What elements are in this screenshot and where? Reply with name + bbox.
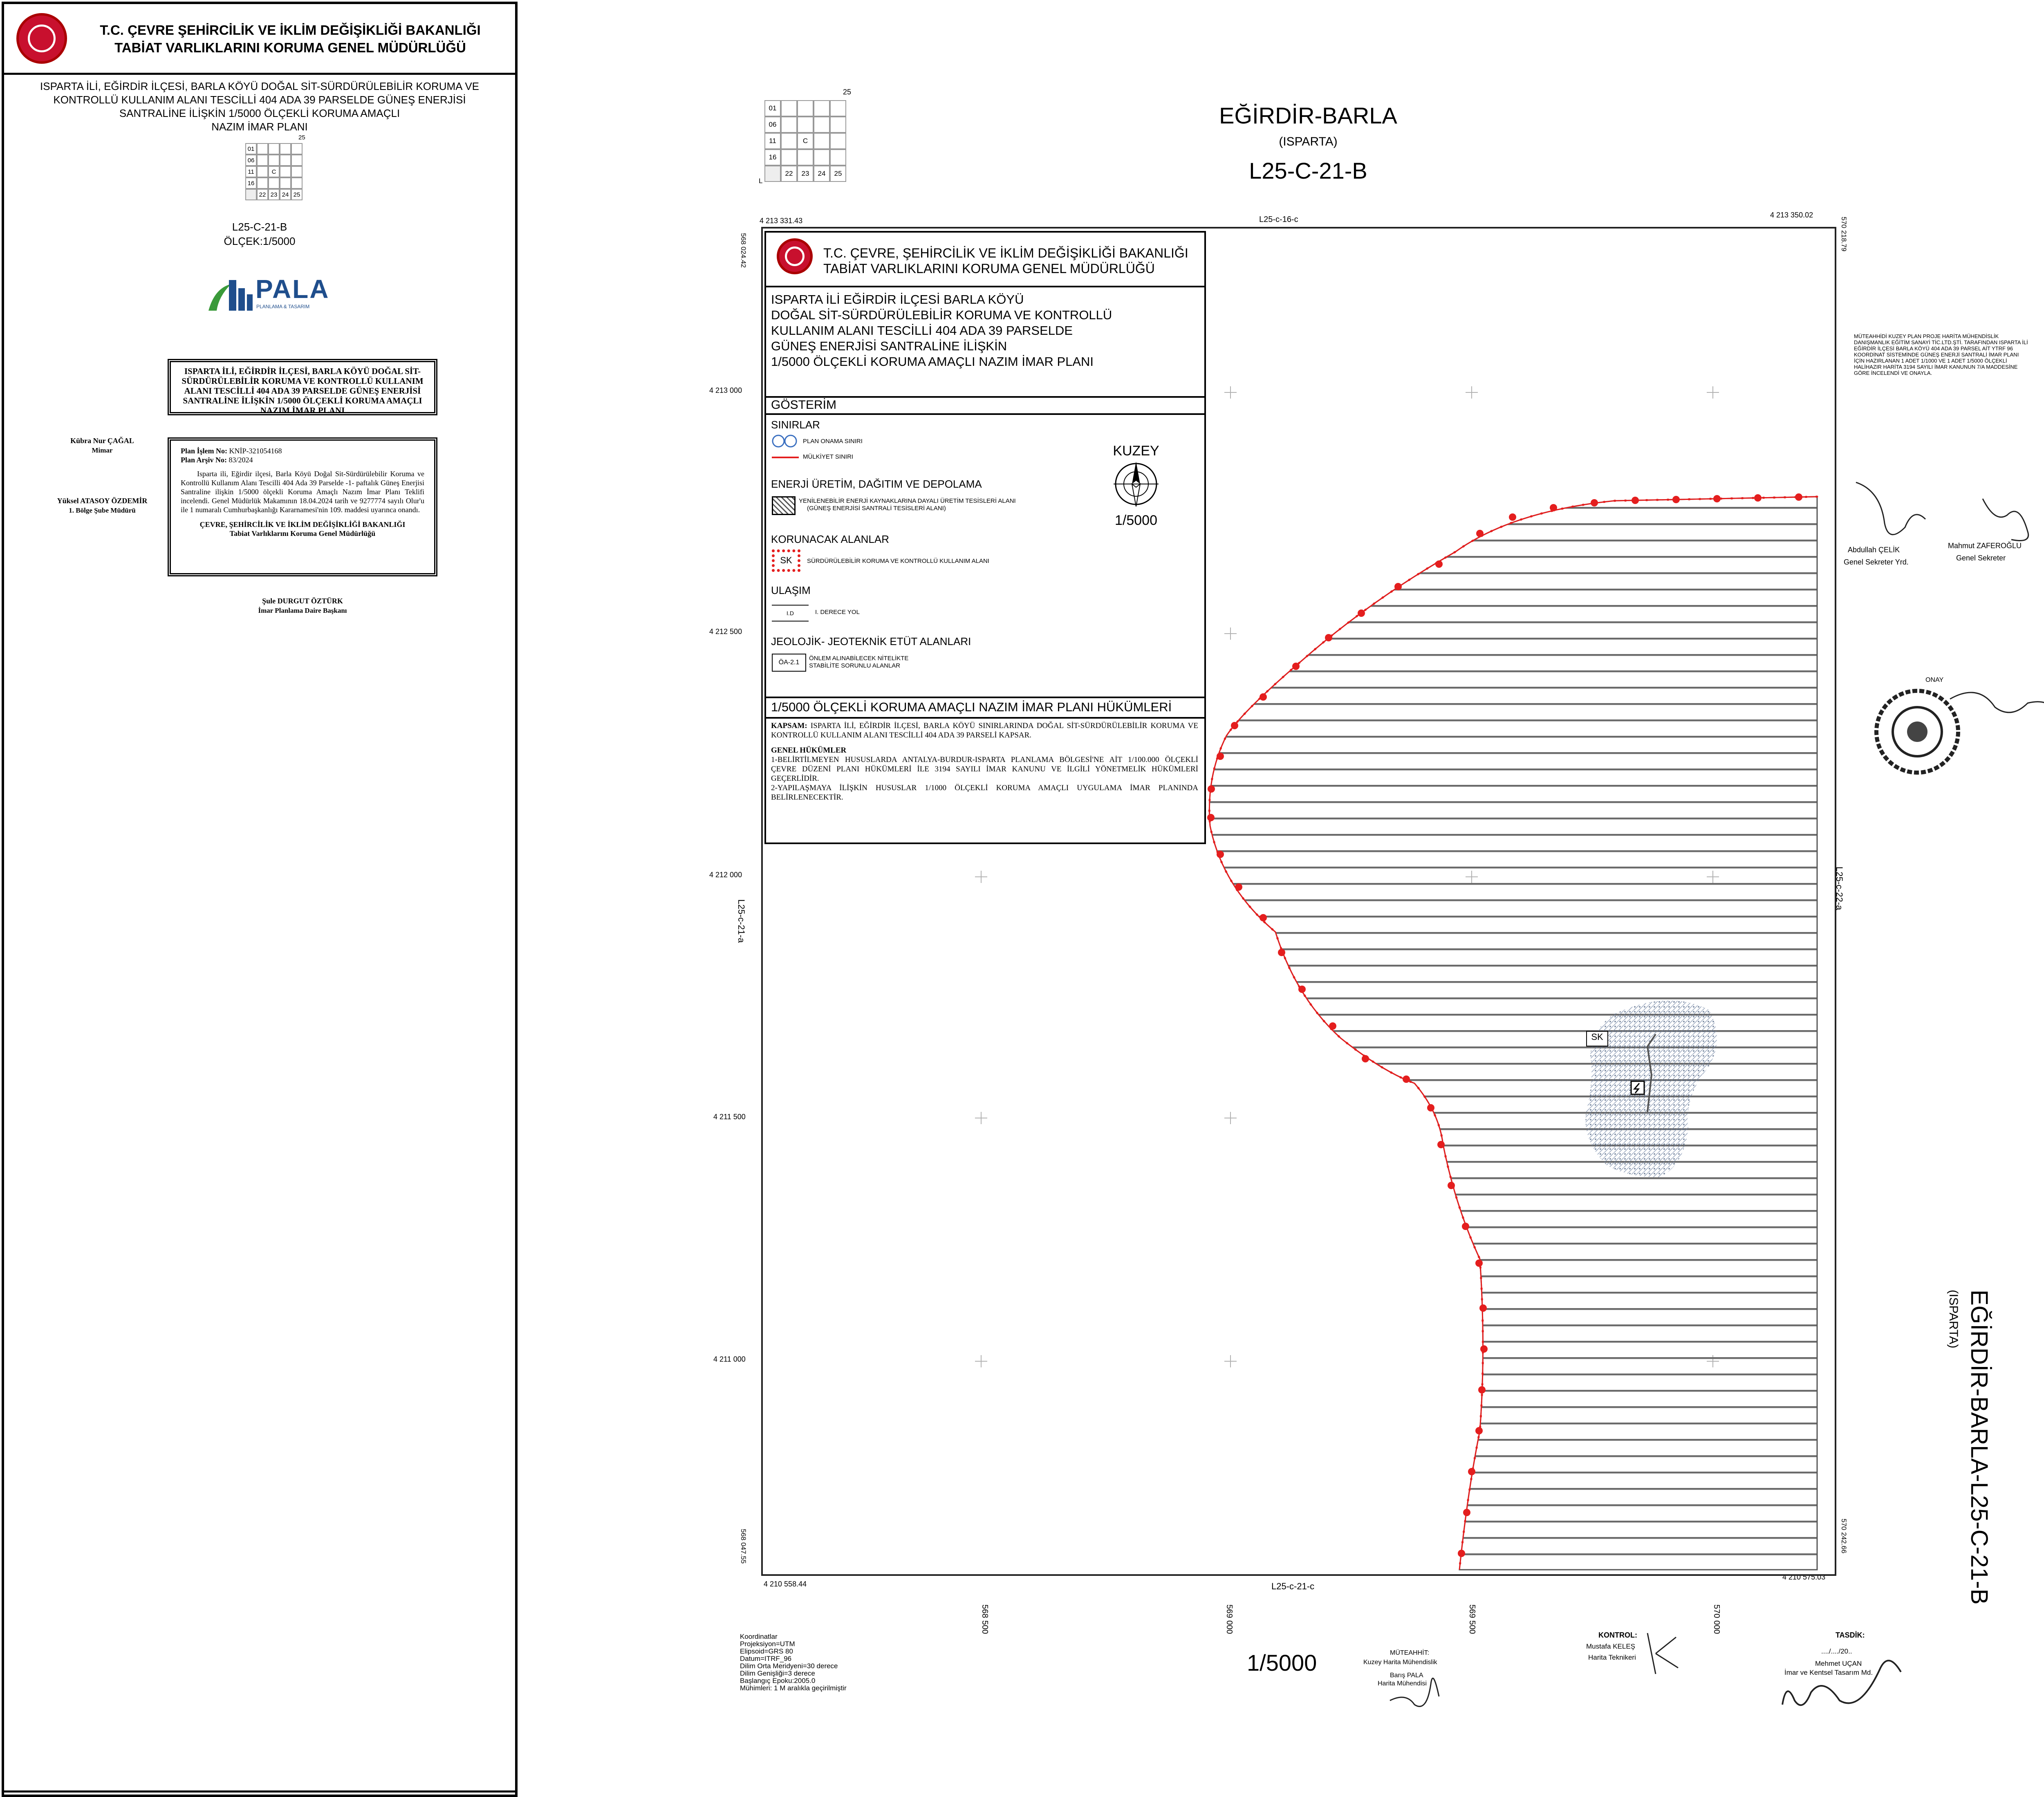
sk-item-label: SÜRDÜRÜLEBİLİR KORUMA VE KONTROLLÜ KULLANIM ALANI [807, 558, 989, 565]
top-sheet-label: L25-c-16-c [1259, 215, 1298, 224]
legend-ministry-1: T.C. ÇEVRE, ŞEHİRCİLİK VE İKLİM DEĞİŞİKLİĞİ BAKANLIĞI [823, 246, 1188, 260]
grid-cross-icon [975, 871, 987, 883]
legend-plan-title-line: DOĞAL SİT-SÜRDÜRÜLEBİLİR KORUMA VE KONTROLLÜ [771, 308, 1112, 322]
north-arrow-icon [1112, 459, 1161, 509]
left-boxed-title: ISPARTA İLİ, EĞİRDİR İLÇESİ, BARLA KÖYÜ DOĞAL SİT-SÜRDÜRÜLEBİLİR KORUMA VE KONTROLLÜ KULLANIM ALANI TESCİLLİ 404 ADA 39 PARSELDE GÜNEŞ ENERJİSİ SANTRALİNE İLİŞKİN 1/5000 ÖLÇEKLİ KORUMA AMAÇLI NAZIM İMAR PLANI [168, 359, 437, 415]
left-sheet-label: L25-c-21-a [736, 899, 746, 943]
onay-label: ONAY [1925, 677, 1944, 683]
property-boundary-symbol-icon [772, 457, 799, 458]
right-note: MÜTEAHHİDİ KUZEY PLAN PROJE HARİTA MÜHENDİSLİK DANIŞMANLIK EĞİTİM SANAYİ TİC.LTD.ŞTİ. TARAFINDAN ISPARTA İLİ EĞİRDİR İLÇESİ BARLA KÖYÜ 404 ADA 39 PARSEL AİT YTRF 96 KOORDİNAT SİSTEMİNDE GÜNEŞ ENERJİ SANTRALİ İMAR PLANI İÇİN HAZIRLANAN 1 ADET 1/1000 VE 1 ADET 1/5000 ÖLÇEKLİ HALİHAZIR HARİTA 3194 SAYILI İMAR KANUNUN 7/A MADDESİNE GÖRE İNCELENDİ VE ONAYLA. [1854, 333, 2028, 376]
northing-label: 4 213 000 [709, 386, 742, 394]
grid-row-label: 06 [245, 155, 257, 166]
road-item-label: I. DERECE YOL [815, 609, 860, 616]
legend-plan-title-line: 1/5000 ÖLÇEKLİ KORUMA AMAÇLI NAZIM İMAR PLANI [771, 354, 1094, 369]
right-sheet-label: L25-c-22-a [1834, 867, 1845, 910]
easting-label: 568 500 [980, 1604, 989, 1634]
muteahhit-name: Kuzey Harita Mühendislik [1363, 1659, 1437, 1666]
coord-line: Datum=ITRF_96 [740, 1655, 792, 1663]
grid-cross-icon [1224, 627, 1237, 640]
kapsam-row [771, 721, 1198, 740]
grid-row-label: 16 [245, 177, 257, 189]
left-plan-title-line: SANTRALİNE İLİŞKİN 1/5000 ÖLÇEKLİ KORUMA AMAÇLI [119, 107, 400, 119]
sk-symbol-icon: SK [772, 549, 800, 572]
map-sheet-code: L25-C-21-B [1249, 158, 1367, 184]
grid-col-label: 24 [280, 189, 291, 200]
kontrol-name: Mustafa KELEŞ [1586, 1642, 1636, 1650]
coord-line: Başlangıç Epoku:2005.0 [740, 1677, 816, 1685]
solar-area-symbol-icon [772, 496, 796, 515]
solar-symbol-icon [1631, 1081, 1644, 1094]
side-title: EĞİRDİR-BARLA-L25-C-21-B [1966, 1290, 1992, 1605]
oa-item-1: ÖNLEM ALINABİLECEK NİTELİKTE [809, 655, 909, 662]
grid-col-label: 22 [257, 189, 268, 200]
grid-top-label: 25 [843, 88, 852, 96]
left-plan-title-line: ISPARTA İLİ, EĞİRDİR İLÇESİ, BARLA KÖYÜ DOĞAL SİT-SÜRDÜRÜLEBİLİR KORUMA VE [40, 80, 479, 92]
dept-head-title: İmar Planlama Daire Başkanı [258, 607, 347, 614]
easting-label: 569 000 [1225, 1604, 1234, 1634]
signature-strokes-4 [1778, 1643, 1913, 1717]
korunacak-heading: KORUNACAK ALANLAR [771, 533, 889, 545]
coord-line: Mühimleri: 1 M aralıkla geçirilmiştir [740, 1684, 847, 1692]
map-title: EĞİRDİR-BARLA [1219, 103, 1397, 128]
coord-line: Koordinatlar [740, 1633, 778, 1640]
enerji-heading: ENERJİ ÜRETİM, DAĞITIM VE DEPOLAMA [771, 478, 982, 490]
dept-head-name: Şule DURGUT ÖZTÜRK [262, 597, 343, 605]
grid-row-label: 01 [764, 100, 781, 117]
northing-label: 4 211 500 [713, 1113, 746, 1121]
kapsam-label: KAPSAM: [771, 721, 807, 730]
legend-ministry-2: TABİAT VARLIKLARINI KORUMA GENEL MÜDÜRLÜĞÜ [823, 261, 1155, 276]
easting-label: 570 000 [1712, 1604, 1721, 1634]
jeoloji-heading: JEOLOJİK- JEOTEKNİK ETÜT ALANLARI [771, 635, 971, 648]
bottom-right-coord: 4 210 575.03 [1782, 1573, 1826, 1581]
mulkiyet-label: MÜLKİYET SINIRI [803, 453, 854, 460]
plan-islem-label: Plan İşlem No: [181, 447, 227, 455]
provisions-title: 1/5000 ÖLÇEKLİ KORUMA AMAÇLI NAZIM İMAR PLANI HÜKÜMLERİ [771, 700, 1172, 714]
grid-row-label: 11 [764, 133, 781, 149]
plan-boundary-symbol-icon [771, 433, 800, 449]
kontrol-title: Harita Teknikeri [1588, 1654, 1636, 1661]
right-top-vcoord: 570 218.79 [1840, 217, 1848, 252]
grid-cross-icon [975, 1355, 987, 1367]
grid-col-label: 24 [814, 166, 830, 182]
legend-plan-title-line: KULLANIM ALANI TESCİLLİ 404 ADA 39 PARSELDE [771, 323, 1073, 338]
north-scale: 1/5000 [1115, 513, 1157, 528]
grid-cross-icon [975, 1112, 987, 1124]
kontrol-label: KONTROL: [1598, 1631, 1637, 1639]
genel-item-1: 1-BELİRTİLMEYEN HUSUSLARDA ANTALYA-BURDUR-ISPARTA PLANLAMA BÖLGESİ'NE AİT 1/100.000 ÖLÇEKLİ ÇEVRE DÜZENİ PLANI HÜKÜMLERİ İLE 3194 SAYILI İMAR KANUNU VE İLGİLİ YÖNETMELİK HÜKÜMLERİ GEÇERLİDİR. [771, 755, 1198, 783]
grid-corner-label: L [759, 177, 763, 185]
sig1-name: Abdullah ÇELİK [1848, 546, 1900, 554]
legend-box [764, 231, 1206, 844]
grid-top-label: 25 [298, 134, 305, 141]
plan-islem-value: KNİP-321054168 [229, 447, 282, 455]
ministry-line-2: TABİAT VARLIKLARINI KORUMA GENEL MÜDÜRLÜĞÜ [114, 40, 466, 55]
signature-strokes-2 [1382, 1660, 1447, 1713]
plan-arsiv-value: 83/2024 [229, 456, 253, 464]
left-top-vcoord: 568 024.42 [740, 233, 747, 268]
left-scale-label: ÖLÇEK:1/5000 [224, 235, 296, 247]
tasdik-date: ..../..../20.. [1821, 1647, 1852, 1655]
bottom-left-coord: 4 210 558.44 [764, 1580, 807, 1588]
coord-line: Projeksiyon=UTM [740, 1640, 795, 1648]
legend-seal-icon [774, 236, 815, 277]
left-plan-title-line: KONTROLLÜ KULLANIM ALANI TESCİLLİ 404 ADA 39 PARSELDE GÜNEŞ ENERJİSİ [53, 94, 466, 106]
solar-plant-area [1209, 497, 1817, 1570]
enerji-item-2: (GÜNEŞ ENERJİSİ SANTRALİ TESİSLERİ ALANI) [807, 505, 946, 512]
architect-name: Kübra Nur ÇAĞAL [70, 437, 134, 445]
sig2-title: Genel Sekreter [1956, 554, 2006, 562]
left-sheet-code: L25-C-21-B [232, 221, 287, 233]
northing-label: 4 212 000 [709, 871, 742, 879]
approval-footer-1: ÇEVRE, ŞEHİRCİLİK VE İKLİM DEĞİŞİKLİĞİ BAKANLIĞI [199, 520, 406, 529]
sk-map-label: SK [1586, 1031, 1608, 1046]
approver-name: Yüksel ATASOY ÖZDEMİR [57, 497, 148, 505]
ministry-line-1: T.C. ÇEVRE ŞEHİRCİLİK VE İKLİM DEĞİŞİKLİĞİ BAKANLIĞI [100, 22, 481, 38]
sinirlar-heading: SINIRLAR [771, 419, 820, 431]
grid-center-letter: C [268, 166, 280, 177]
right-bottom-vcoord: 570 242.66 [1840, 1519, 1848, 1554]
muteahhit-person: Barış PALA [1390, 1672, 1423, 1679]
official-stamp-icon [1872, 674, 2044, 789]
bottom-sheet-label: L25-c-21-c [1271, 1581, 1315, 1591]
top-left-coord: 4 213 331.43 [760, 217, 803, 225]
coord-line: Dilim Genişliği=3 derece [740, 1669, 815, 1677]
grid-col-label: 22 [781, 166, 797, 182]
grid-row-label: 11 [245, 166, 257, 177]
top-right-coord: 4 213 350.02 [1770, 211, 1813, 219]
muteahhit-title: Harita Mühendisi [1378, 1680, 1427, 1687]
grid-col-label: 23 [797, 166, 814, 182]
tasdik-label: TASDİK: [1836, 1631, 1865, 1639]
left-bottom-vcoord: 568 047.55 [740, 1529, 747, 1564]
plan-arsiv-label: Plan Arşiv No: [181, 456, 227, 464]
grid-row-label: 01 [245, 143, 257, 155]
ulasim-heading: ULAŞIM [771, 584, 811, 596]
pala-subtitle: PLANLAMA & TASARIM [256, 304, 310, 309]
grid-row-label: 16 [764, 149, 781, 166]
grid-cross-icon [1707, 386, 1719, 399]
coord-line: Dilim Orta Meridyeni=30 derece [740, 1662, 838, 1670]
legend-plan-title-line: ISPARTA İLİ EĞİRDİR İLÇESİ BARLA KÖYÜ [771, 292, 1024, 307]
grid-col-label: 25 [830, 166, 846, 182]
grid-center-letter: C [797, 133, 814, 149]
northing-label: 4 212 500 [709, 627, 742, 636]
sig1-title: Genel Sekreter Yrd. [1844, 558, 1909, 566]
oa-item-2: STABİLİTE SORUNLU ALANLAR [809, 662, 901, 669]
gosterim-heading: GÖSTERİM [771, 398, 837, 412]
oa-symbol-icon: ÖA-2.1 [772, 654, 806, 672]
architect-title: Mimar [92, 446, 113, 454]
kapsam-text: ISPARTA İLİ, EĞİRDİR İLÇESİ, BARLA KÖYÜ SINIRLARINDA DOĞAL SİT-SÜRDÜRÜLEBİLİR KORUMA VE KONTROLLÜ KULLANIM ALANI TESCİLLİ 404 ADA 39 PARSELİ KAPSAR. [771, 721, 1198, 739]
northing-label: 4 211 000 [713, 1355, 746, 1363]
enerji-item-1: YENİLENEBİLİR ENERJİ KAYNAKLARINA DAYALI ÜRETİM TESİSLERİ ALANI [799, 497, 1016, 504]
approval-footer-2: Tabiat Varlıklarını Koruma Genel Müdürlüğü [229, 529, 376, 538]
grid-cross-icon [1466, 386, 1478, 399]
side-subtitle: (ISPARTA) [1947, 1290, 1960, 1349]
road-symbol-icon: I.D [772, 605, 809, 622]
coordinate-info [740, 1633, 847, 1692]
grid-cross-icon [1224, 386, 1237, 399]
tasdik-title: İmar ve Kentsel Tasarım Md. [1784, 1669, 1873, 1676]
provisions-body [771, 721, 1198, 802]
grid-col-label: 23 [268, 189, 280, 200]
grid-cross-icon [1224, 1112, 1237, 1124]
north-label: KUZEY [1113, 443, 1159, 459]
grid-cross-icon [1224, 1355, 1237, 1367]
grid-row-label: 06 [764, 117, 781, 133]
tasdik-name: Mehmet UÇAN [1815, 1660, 1862, 1667]
sig2-name: Mahmut ZAFEROĞLU [1948, 542, 2022, 550]
legend-plan-title-line: GÜNEŞ ENERJİSİ SANTRALİNE İLİŞKİN [771, 339, 1007, 353]
left-plan-title-line: NAZIM İMAR PLANI [211, 121, 308, 133]
approver-title: 1. Bölge Şube Müdürü [69, 506, 136, 514]
easting-label: 569 500 [1468, 1604, 1477, 1634]
legend-plan-title [771, 292, 1112, 370]
bottom-scale: 1/5000 [1247, 1650, 1317, 1676]
plan-onama-label: PLAN ONAMA SINIRI [803, 438, 863, 445]
coord-line: Elipsoid=GRS 80 [740, 1647, 793, 1655]
signature-strokes-3 [1639, 1629, 1684, 1678]
grid-col-label: 25 [291, 189, 303, 200]
genel-item-2: 2-YAPILAŞMAYA İLİŞKİN HUSUSLAR 1/1000 ÖLÇEKLİ KORUMA AMAÇLI UYGULAMA İMAR PLANINDA BELİRLENECEKTİR. [771, 784, 1198, 802]
muteahhit-label: MÜTEAHHİT: [1390, 1649, 1429, 1656]
pala-name: PALA [256, 274, 330, 304]
approval-text: Isparta ili, Eğirdir ilçesi, Barla Köyü Doğal Sit-Sürdürülebilir Koruma ve Kontrollü Kullanım Alanı Tescilli 404 Ada 39 Parselde -1- paftalık Güneş Enerjisi Santraline ilişkin 1/5000 ölçekli Koruma Amaçlı Nazım İmar Planı Teklifi incelendi. Genel Müdürlük Makamının 18.04.2024 tarih ve 9277774 sayılı Olur'u ile 1 numaralı Cumhurbaşkanlığı Kararnamesi'nin 109. maddesi uyarınca onandı. [181, 470, 424, 514]
genel-label: GENEL HÜKÜMLER [771, 746, 847, 755]
map-subtitle: (ISPARTA) [1279, 135, 1338, 148]
